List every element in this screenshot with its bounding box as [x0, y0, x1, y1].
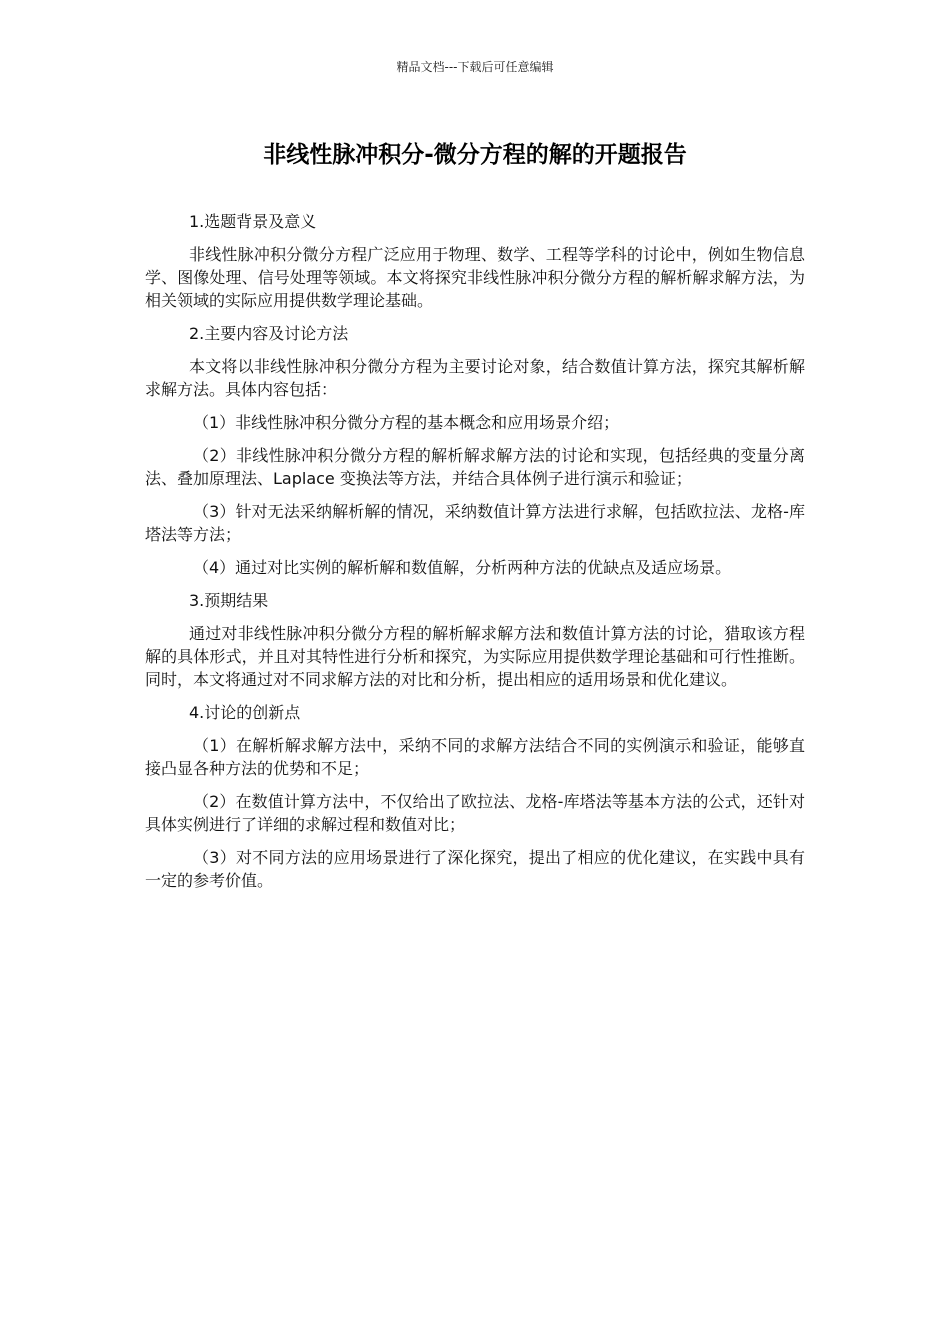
- section-heading-innovation: 4.讨论的创新点: [189, 703, 301, 722]
- paragraph-background: 非线性脉冲积分微分方程广泛应用于物理、数学、工程等学科的讨论中，例如生物信息学、图像处理、信号处理等领域。本文将探究非线性脉冲积分微分方程的解析解求解方法，为相关领域的实际应用提供数学理论基础。: [145, 245, 805, 310]
- paragraph-expected: 通过对非线性脉冲积分微分方程的解析解求解方法和数值计算方法的讨论，猎取该方程解的具体形式，并且对其特性进行分析和探究，为实际应用提供数学理论基础和可行性推断。同时，本文将通过对不同求解方法的对比和分析，提出相应的适用场景和优化建议。: [145, 624, 805, 689]
- list-item-innovation-1: （1）在解析解求解方法中，采纳不同的求解方法结合不同的实例演示和验证，能够直接凸显各种方法的优势和不足；: [145, 736, 805, 778]
- list-item-content-3: （3）针对无法采纳解析解的情况，采纳数值计算方法进行求解，包括欧拉法、龙格-库塔法等方法；: [145, 502, 805, 544]
- header-note: 精品文档---下载后可任意编辑: [396, 60, 554, 74]
- paragraph-content-intro: 本文将以非线性脉冲积分微分方程为主要讨论对象，结合数值计算方法，探究其解析解求解方法。具体内容包括：: [145, 357, 805, 399]
- list-item-content-2: （2）非线性脉冲积分微分方程的解析解求解方法的讨论和实现，包括经典的变量分离法、叠加原理法、Laplace 变换法等方法，并结合具体例子进行演示和验证；: [145, 446, 805, 488]
- list-item-innovation-3: （3）对不同方法的应用场景进行了深化探究，提出了相应的优化建议，在实践中具有一定的参考价值。: [145, 848, 805, 890]
- section-heading-content: 2.主要内容及讨论方法: [189, 324, 349, 343]
- document-body: [145, 210, 805, 902]
- list-item-content-4: （4）通过对比实例的解析解和数值解，分析两种方法的优缺点及适应场景。: [193, 558, 732, 577]
- document-title: 非线性脉冲积分-微分方程的解的开题报告: [263, 142, 687, 168]
- section-heading-expected: 3.预期结果: [189, 591, 269, 610]
- list-item-content-1: （1）非线性脉冲积分微分方程的基本概念和应用场景介绍；: [193, 413, 620, 432]
- section-heading-background: 1.选题背景及意义: [189, 212, 317, 231]
- list-item-innovation-2: （2）在数值计算方法中，不仅给出了欧拉法、龙格-库塔法等基本方法的公式，还针对具体实例进行了详细的求解过程和数值对比；: [145, 792, 805, 834]
